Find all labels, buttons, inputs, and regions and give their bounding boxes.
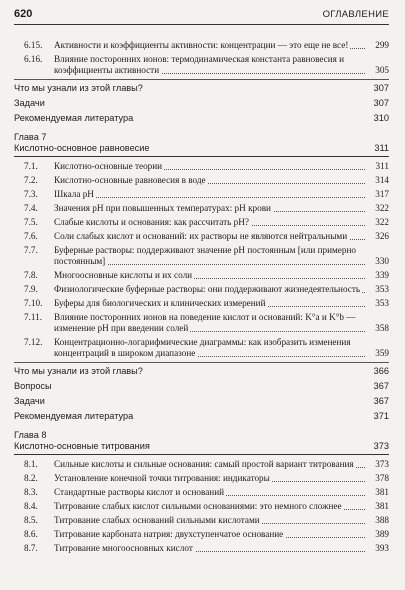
section-page: 389 xyxy=(375,529,389,539)
section-page: 378 xyxy=(375,473,389,483)
section-title: Кислотно-основные теории xyxy=(54,161,163,171)
section-number: 7.3. xyxy=(24,189,38,199)
section-page: 322 xyxy=(375,217,389,227)
section-title: Кислотно-основные равновесия в воде xyxy=(54,175,206,185)
section-title: Концентрационно-логарифмические диаграммы: как изобразить изменения концентраций в широком диапазоне xyxy=(54,337,351,358)
section-title: Активности и коэффициенты активности: концентрации — это еще не все! xyxy=(54,40,349,50)
toc-entry xyxy=(14,337,389,359)
chapter-title xyxy=(14,143,389,157)
section-number: 8.1. xyxy=(24,459,38,469)
section-title: Стандартные растворы кислот и оснований xyxy=(54,487,225,497)
toc-entry xyxy=(14,543,389,554)
section-title: Физиологические буферные растворы: они поддерживают жизнедеятельность xyxy=(54,284,361,294)
toc-entry xyxy=(14,54,389,76)
section-page: 353 xyxy=(375,298,389,308)
divider xyxy=(14,79,389,80)
chapter-title-text: Кислотно-основное равновесие xyxy=(14,143,150,153)
toc-entry xyxy=(14,217,389,228)
section-title: Титрование многоосновных кислот xyxy=(54,543,193,553)
section-number: 7.12. xyxy=(24,337,43,347)
toc-entry xyxy=(14,270,389,281)
toc-entry xyxy=(14,40,389,51)
section-title: Значения pH при повышенных температурах: pH крови xyxy=(54,203,271,213)
section-number: 7.6. xyxy=(24,231,38,241)
extra-title: Что мы узнали из этой главы? xyxy=(14,83,143,93)
prelude-extras xyxy=(14,83,389,124)
toc-entry xyxy=(14,487,389,498)
extra-title: Задачи xyxy=(14,98,45,108)
section-title: Буферные растворы: поддерживают значение pH постоянным [или примерно постоянным] xyxy=(54,245,356,266)
section-page: 393 xyxy=(375,543,389,553)
section-title: Титрование слабых кислот сильными основаниями: это немного сложнее xyxy=(54,501,342,511)
section-number: 7.8. xyxy=(24,270,38,280)
section-page: 314 xyxy=(375,175,389,185)
page-number: 620 xyxy=(14,8,33,20)
prelude-sections xyxy=(14,40,389,76)
section-page: 305 xyxy=(375,65,389,75)
toc-entry xyxy=(14,298,389,309)
section-number: 8.5. xyxy=(24,515,38,525)
toc-entry xyxy=(14,175,389,186)
section-number: 7.7. xyxy=(24,245,38,255)
section-number: 7.9. xyxy=(24,284,38,294)
extra-page: 367 xyxy=(373,381,389,391)
section-page: 381 xyxy=(375,487,389,497)
section-number: 7.5. xyxy=(24,217,38,227)
toc-entry xyxy=(14,529,389,540)
toc-extra-entry xyxy=(14,113,389,124)
toc-extra-entry xyxy=(14,411,389,422)
section-page: 299 xyxy=(375,40,389,50)
chapter-7-heading xyxy=(14,132,389,157)
extra-page: 367 xyxy=(373,396,389,406)
divider xyxy=(14,362,389,363)
extra-title: Вопросы xyxy=(14,381,52,391)
toc-extra-entry xyxy=(14,366,389,377)
section-title: Установление конечной точки титрования: индикаторы xyxy=(54,473,270,483)
section-page: 330 xyxy=(375,256,389,266)
toc-extra-entry xyxy=(14,98,389,109)
section-number: 6.15. xyxy=(24,40,43,50)
section-page: 358 xyxy=(375,323,389,333)
section-number: 7.11. xyxy=(24,312,43,322)
chapter-8-heading xyxy=(14,430,389,455)
table-of-contents xyxy=(14,40,389,557)
section-title: Слабые кислоты и основания: как рассчитать pH? xyxy=(54,217,249,227)
section-title: Соли слабых кислот и оснований: их растворы не являются нейтральными xyxy=(54,231,348,241)
section-page: 339 xyxy=(375,270,389,280)
toc-entry xyxy=(14,459,389,470)
extra-title: Задачи xyxy=(14,396,45,406)
toc-entry xyxy=(14,161,389,172)
toc-extra-entry xyxy=(14,83,389,94)
section-title: Буферы для биологических и клинических измерений xyxy=(54,298,266,308)
extra-page: 307 xyxy=(373,83,389,93)
section-number: 7.4. xyxy=(24,203,38,213)
extra-title: Рекомендуемая литература xyxy=(14,411,134,421)
extra-title: Рекомендуемая литература xyxy=(14,113,134,123)
chapter-label: Глава 7 xyxy=(14,132,47,142)
section-title: Влияние посторонних ионов на поведение кислот и оснований: K°a и K°b — изменение pH при введении солей xyxy=(54,312,356,333)
toc-entry xyxy=(14,312,389,334)
toc-entry xyxy=(14,189,389,200)
section-title: Влияние посторонних ионов: термодинамическая константа равновесия и коэффициенты активности xyxy=(54,54,345,75)
chapter-title-text: Кислотно-основные титрования xyxy=(14,441,150,451)
chapter-label: Глава 8 xyxy=(14,430,47,440)
chapter-title xyxy=(14,441,389,455)
section-number: 7.10. xyxy=(24,298,43,308)
section-page: 322 xyxy=(375,203,389,213)
toc-entry xyxy=(14,473,389,484)
toc-entry xyxy=(14,203,389,214)
section-page: 373 xyxy=(375,459,389,469)
section-title: Шкала pH xyxy=(54,189,94,199)
section-number: 7.1. xyxy=(24,161,38,171)
toc-extra-entry xyxy=(14,381,389,392)
section-number: 7.2. xyxy=(24,175,38,185)
section-number: 8.7. xyxy=(24,543,38,553)
chapter-7-extras xyxy=(14,366,389,422)
section-page: 311 xyxy=(375,161,389,171)
section-number: 8.3. xyxy=(24,487,38,497)
section-page: 381 xyxy=(375,501,389,511)
extra-page: 307 xyxy=(373,98,389,108)
section-page: 326 xyxy=(375,231,389,241)
chapter-7-sections xyxy=(14,161,389,359)
chapter-page: 311 xyxy=(374,143,389,153)
extra-page: 310 xyxy=(373,113,389,123)
section-page: 388 xyxy=(375,515,389,525)
section-page: 359 xyxy=(375,348,389,358)
toc-entry xyxy=(14,501,389,512)
section-title: Титрование карбоната натрия: двухступенчатое основание xyxy=(54,529,284,539)
page-header xyxy=(14,8,389,25)
section-number: 8.6. xyxy=(24,529,38,539)
section-number: 6.16. xyxy=(24,54,43,64)
section-number: 8.4. xyxy=(24,501,38,511)
section-page: 353 xyxy=(375,284,389,294)
extra-title: Что мы узнали из этой главы? xyxy=(14,366,143,376)
chapter-8-sections xyxy=(14,459,389,554)
extra-page: 371 xyxy=(373,411,389,421)
section-page: 317 xyxy=(375,189,389,199)
section-title: Многоосновные кислоты и их соли xyxy=(54,270,193,280)
toc-entry xyxy=(14,515,389,526)
running-head: ОГЛАВЛЕНИЕ xyxy=(322,9,389,20)
toc-extra-entry xyxy=(14,396,389,407)
section-title: Титрование слабых оснований сильными кислотами xyxy=(54,515,260,525)
toc-entry xyxy=(14,245,389,267)
toc-entry xyxy=(14,231,389,242)
toc-entry xyxy=(14,284,389,295)
dot-leaders xyxy=(54,197,365,198)
section-number: 8.2. xyxy=(24,473,38,483)
chapter-page: 373 xyxy=(373,441,389,451)
extra-page: 366 xyxy=(373,366,389,376)
section-title: Сильные кислоты и сильные основания: самый простой вариант титрования xyxy=(54,459,354,469)
